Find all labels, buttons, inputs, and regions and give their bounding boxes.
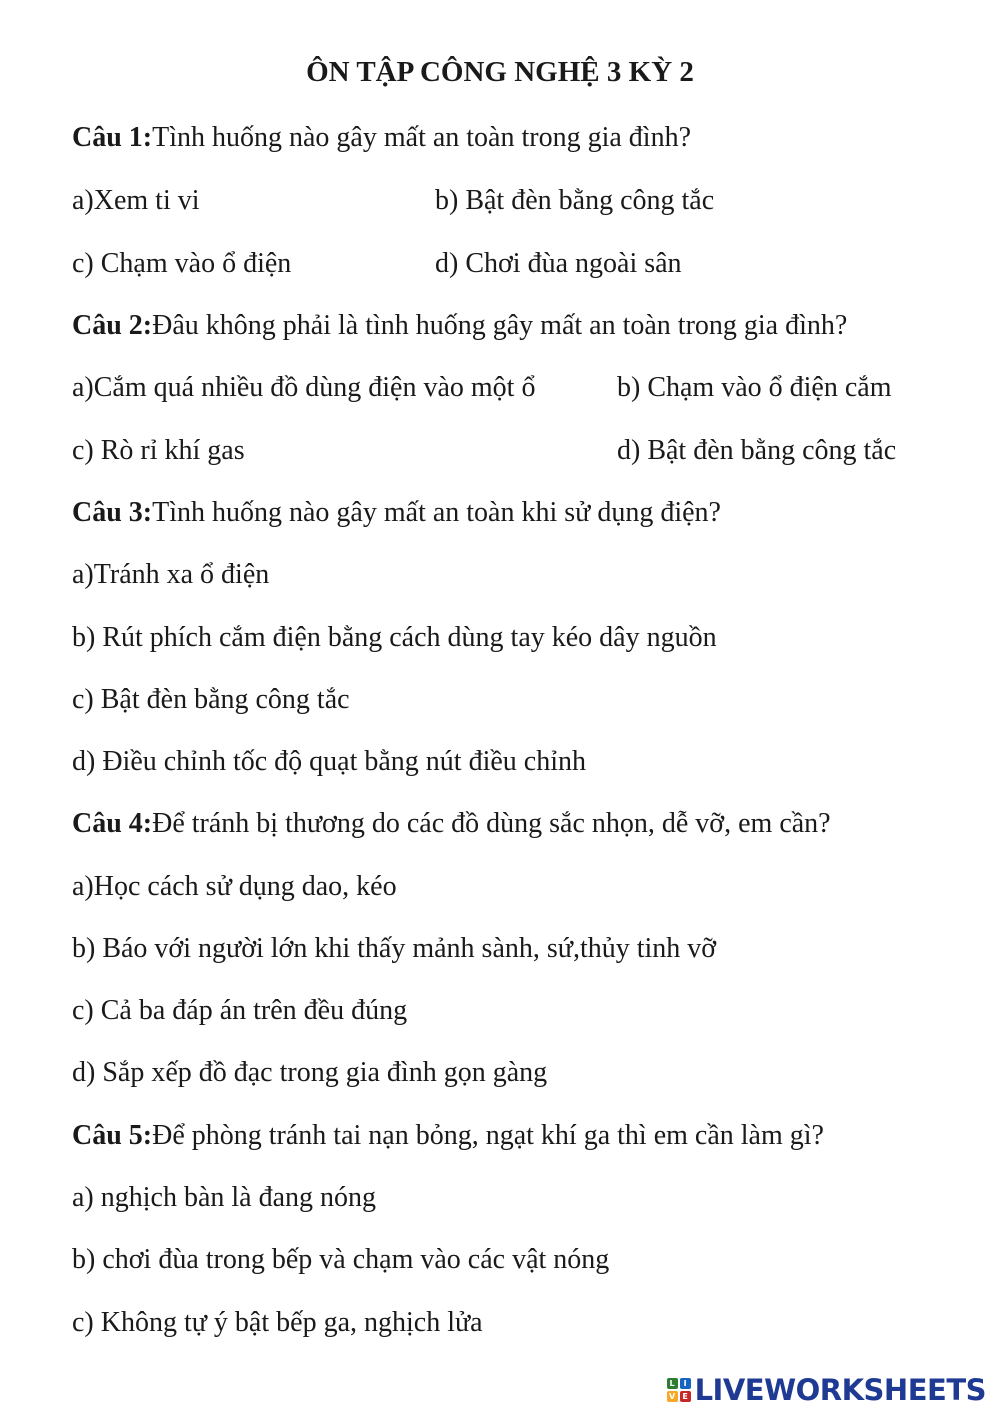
answer-option[interactable]: a)Cắm quá nhiều đồ dùng điện vào một ổ: [72, 372, 536, 403]
question-2: [72, 308, 847, 344]
question-1: [72, 120, 691, 156]
logo-letter: V: [667, 1391, 678, 1402]
answer-option[interactable]: d) Điều chỉnh tốc độ quạt bằng nút điều chỉnh: [72, 746, 586, 777]
answer-option[interactable]: a)Tránh xa ổ điện: [72, 559, 270, 590]
question-4: [72, 806, 831, 842]
question-text: Đâu không phải là tình huống gây mất an toàn trong gia đình?: [152, 310, 848, 341]
answer-option[interactable]: b) Báo với người lớn khi thấy mảnh sành, sứ,thủy tinh vỡ: [72, 933, 717, 964]
answer-option[interactable]: d) Bật đèn bằng công tắc: [617, 435, 897, 466]
answer-option[interactable]: c) Chạm vào ổ điện: [72, 248, 292, 279]
logo-letter: L: [667, 1378, 678, 1389]
question-3: [72, 495, 721, 531]
answer-option[interactable]: a) nghịch bàn là đang nóng: [72, 1182, 377, 1213]
answer-option[interactable]: c) Rò rỉ khí gas: [72, 435, 245, 466]
answer-option[interactable]: c) Bật đèn bằng công tắc: [72, 684, 350, 715]
question-text: Tình huống nào gây mất an toàn trong gia đình?: [152, 122, 692, 153]
answer-option[interactable]: b) chơi đùa trong bếp và chạm vào các vật nóng: [72, 1244, 610, 1275]
question-number: Câu 2:: [72, 310, 153, 341]
answer-option[interactable]: c) Cả ba đáp án trên đều đúng: [72, 995, 408, 1026]
brand-name: LIVEWORKSHEETS: [694, 1373, 986, 1407]
question-number: Câu 5:: [72, 1120, 153, 1151]
page-title: ÔN TẬP CÔNG NGHỆ 3 KỲ 2: [306, 56, 694, 88]
question-text: Để tránh bị thương do các đồ dùng sắc nhọn, dễ vỡ, em cần?: [152, 808, 831, 839]
answer-option[interactable]: a)Xem ti vi: [72, 185, 200, 216]
logo-letter: I: [680, 1378, 691, 1389]
answer-option[interactable]: c) Không tự ý bật bếp ga, nghịch lửa: [72, 1307, 483, 1338]
question-text: Để phòng tránh tai nạn bỏng, ngạt khí ga thì em cần làm gì?: [152, 1120, 824, 1151]
question-5: [72, 1118, 824, 1154]
answer-option[interactable]: d) Sắp xếp đồ đạc trong gia đình gọn gàng: [72, 1057, 548, 1088]
answer-option[interactable]: b) Chạm vào ổ điện cắm: [617, 372, 892, 403]
answer-option[interactable]: b) Rút phích cắm điện bằng cách dùng tay kéo dây nguồn: [72, 622, 717, 653]
logo-mark-icon: [667, 1378, 691, 1402]
liveworksheets-logo: [667, 1373, 986, 1407]
answer-option[interactable]: a)Học cách sử dụng dao, kéo: [72, 871, 397, 902]
question-number: Câu 1:: [72, 122, 153, 153]
answer-option[interactable]: b) Bật đèn bằng công tắc: [435, 185, 715, 216]
answer-option[interactable]: d) Chơi đùa ngoài sân: [435, 248, 682, 279]
question-number: Câu 4:: [72, 808, 153, 839]
question-text: Tình huống nào gây mất an toàn khi sử dụng điện?: [152, 497, 721, 528]
question-number: Câu 3:: [72, 497, 153, 528]
logo-letter: E: [680, 1391, 691, 1402]
